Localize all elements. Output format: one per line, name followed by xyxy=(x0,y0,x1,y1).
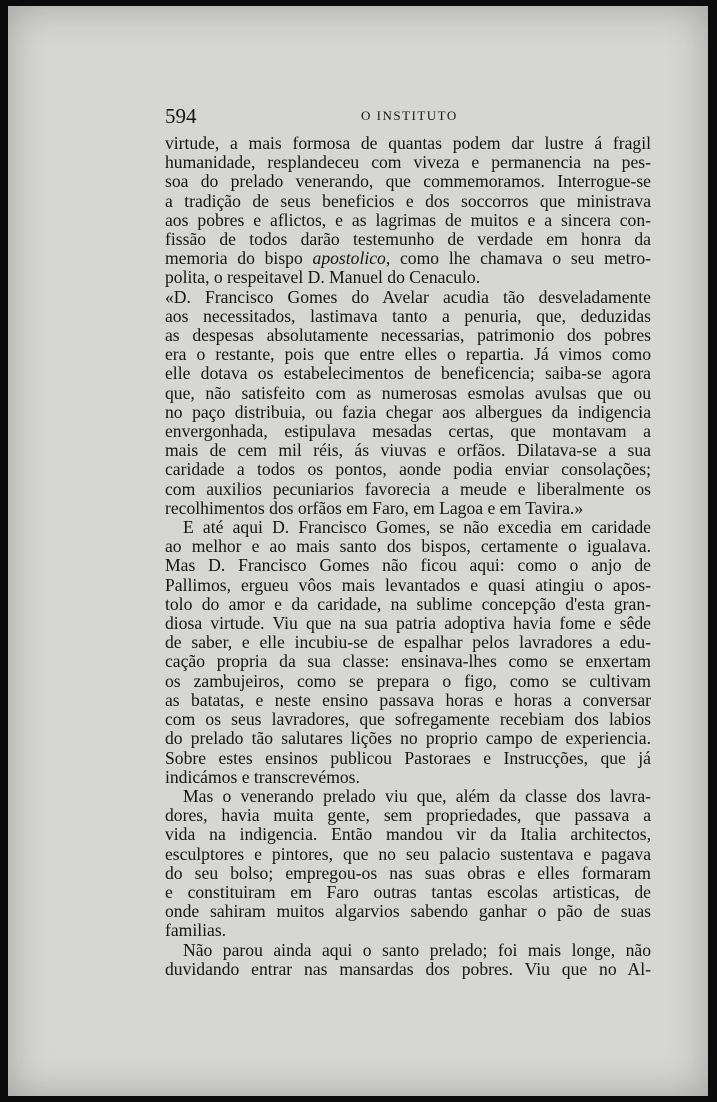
text-line: ao melhor e ao mais santo dos bispos, certamente o igualava. xyxy=(165,536,651,557)
text-line: fissão de todos darão testemunho de verdade em honra da xyxy=(165,229,651,250)
text-line: Mas D. Francisco Gomes não ficou aqui: como o anjo de xyxy=(165,555,651,576)
text-line: as batatas, e neste ensino passava horas e horas a conversar xyxy=(165,689,651,710)
text-line: elle dotava os estabelecimentos de beneficencia; saiba-se agora xyxy=(165,363,651,384)
text-line: onde sahiram muitos algarvios sabendo ganhar o pão de suas xyxy=(165,901,651,922)
text-line: com auxilios pecuniarios favorecia a meude e liberalmente os xyxy=(165,478,651,499)
text-line: diosa virtude. Viu que na sua patria adoptiva havia fome e sêde xyxy=(165,613,651,634)
text-line: a tradição de seus beneficios e dos soccorros que ministrava xyxy=(165,190,651,211)
text-line: Mas o venerando prelado viu que, além da classe dos lavra- xyxy=(183,785,651,806)
page-number: 594 xyxy=(165,104,197,128)
text-line: as despesas absolutamente necessarias, patrimonio dos pobres xyxy=(165,325,651,346)
text-line: os zambujeiros, como se prepara o figo, como se cultivam xyxy=(165,670,651,691)
text-line: «D. Francisco Gomes do Avelar acudia tão desveladamente xyxy=(165,286,651,307)
text-line: vida na indigencia. Então mandou vir da Italia architectos, xyxy=(165,824,651,845)
text-line: envergonhada, estipulava mesadas certas, que montavam a xyxy=(165,421,651,442)
text-line: no paço distribuia, ou fazia chegar aos albergues da indigencia xyxy=(165,401,651,422)
text-line: humanidade, resplandeceu com viveza e permanencia na pes- xyxy=(165,152,651,173)
text-line: aos pobres e aflictos, e as lagrimas de muitos e a sincera con- xyxy=(165,209,651,230)
text-line: que, não satisfeito com as numerosas esmolas avulsas que ou xyxy=(165,382,651,403)
text-line: caridade a todos os pontos, aonde podia enviar consolações; xyxy=(165,459,651,480)
page-header xyxy=(165,104,675,130)
text-line: indicámos e transcrevémos. xyxy=(165,766,360,787)
text-line: E até aqui D. Francisco Gomes, se não excedia em caridade xyxy=(183,517,651,538)
text-line: tolo do amor e da caridade, na sublime concepção d'esta gran- xyxy=(165,593,651,614)
text-line: esculptores e pintores, que no seu palacio sustentava e pagava xyxy=(165,843,651,864)
text-line: memoria do bispo apostolico, como lhe chamava o seu metro- xyxy=(165,248,651,269)
text-line: era o restante, pois que entre elles o repartia. Já vimos como xyxy=(165,344,651,365)
running-title: O INSTITUTO xyxy=(361,108,458,123)
text-line: polita, o respeitavel D. Manuel do Cenaculo. xyxy=(165,267,481,288)
text-line: de saber, e elle incubiu-se de espalhar pelos lavradores a edu- xyxy=(165,632,651,653)
text-line: e constituiram em Faro outras tantas escolas artisticas, de xyxy=(165,881,651,902)
text-line: soa do prelado venerando, que commemoramos. Interrogue-se xyxy=(165,171,651,192)
text-line: virtude, a mais formosa de quantas podem dar lustre á fragil xyxy=(165,133,651,153)
text-line: Sobre estes ensinos publicou Pastoraes e Instrucções, que já xyxy=(165,747,651,768)
text-line: dores, havia muita gente, sem propriedades, que passava a xyxy=(165,805,651,826)
text-line: aos necessitados, lastimava tanto a penuria, que, deduzidas xyxy=(165,305,651,326)
text-line: do prelado tão salutares lições no proprio campo de experiencia. xyxy=(165,728,651,749)
body-text xyxy=(165,134,651,979)
text-line: duvidando entrar nas mansardas dos pobres. Viu que no Al- xyxy=(165,958,651,979)
text-line: recolhimentos dos orfãos em Faro, em Lagoa e em Tavira.» xyxy=(165,497,584,518)
text-line: Pallimos, ergueu vôos mais levantados e quasi atingiu o apos- xyxy=(165,574,651,595)
text-line: do seu bolso; empregou-os nas suas obras e elles formaram xyxy=(165,862,651,883)
text-line: com os seus lavradores, que sofregamente recebiam dos labios xyxy=(165,709,651,730)
text-line: cação propria da sua classe: ensinava-lhes como se enxertam xyxy=(165,651,651,672)
text-line: mais de cem mil réis, ás viuvas e orfãos. Dilatava-se a sua xyxy=(165,440,651,461)
text-line: familias. xyxy=(165,920,227,941)
text-line: Não parou ainda aqui o santo prelado; foi mais longe, não xyxy=(183,939,651,960)
book-page xyxy=(8,6,708,1096)
